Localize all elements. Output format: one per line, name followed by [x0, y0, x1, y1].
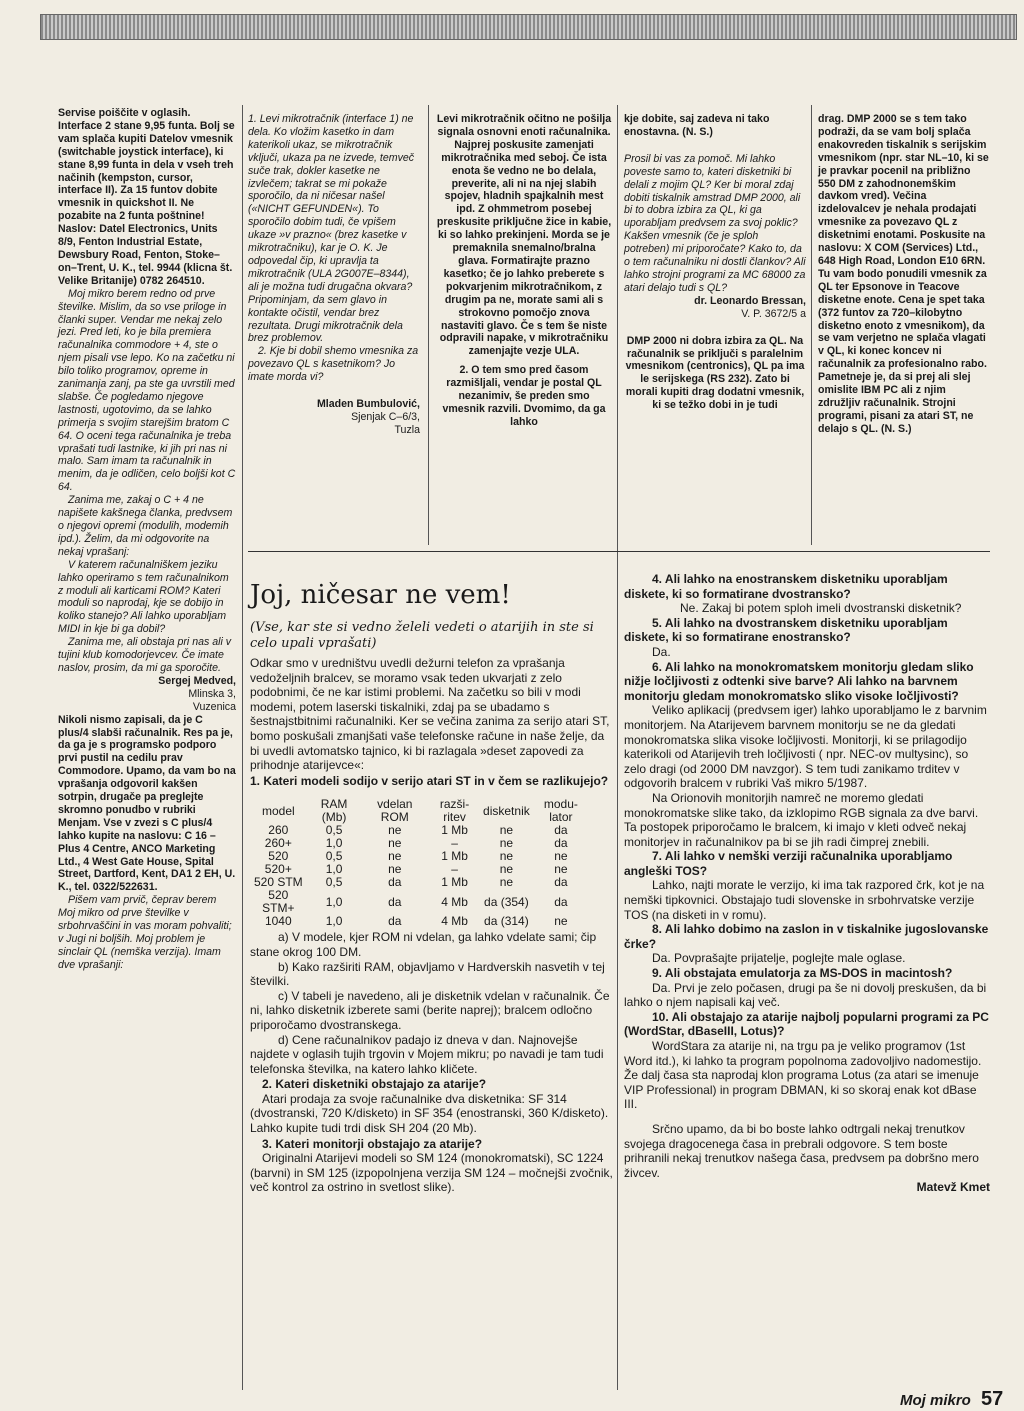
table-cell: 1,0 — [325, 862, 343, 877]
table-cell: ne — [499, 823, 514, 838]
table-cell: 0,5 — [325, 875, 343, 890]
column-6 — [624, 572, 990, 1195]
table-cell: ne — [388, 823, 402, 838]
column-5 — [818, 113, 990, 436]
text-block: kje dobite, saj zadeva ni tako enostavna. (N. S.) — [624, 113, 770, 138]
question: 7. Ali lahko v nemški verziji računalnika uporabljamo angleški TOS? — [624, 849, 953, 878]
table-cell: 1,0 — [325, 914, 343, 929]
text-block: Zanima me, zakaj o C + 4 ne napišete kakšnega članka, predvsem o njegovi opremi (modulih, modemih ipd.). Želim, da mi odgovorite na nekaj vprašanj: — [58, 494, 233, 558]
table-cell: 1,0 — [325, 894, 343, 909]
text-block: Da. — [652, 644, 671, 659]
signature-name: dr. Leonardo Bressan, — [694, 294, 806, 307]
table-cell: ne — [554, 849, 568, 864]
column-divider — [428, 105, 429, 545]
table-cell: da (314) — [484, 914, 529, 929]
text-block: Ne. Zakaj bi potem sploh imeli dvostranski disketnik? — [680, 601, 962, 616]
question: 6. Ali lahko na monokromatskem monitorju gledam sliko nižje ločljivosti z odtenki sive barve? Ali lahko na barvnem monitorju gledam monokromatsko sliko visoke ločljivosti? — [624, 659, 974, 703]
table-header-cell: vdelan ROM — [377, 797, 413, 825]
text-block: Atari prodaja za svoje računalnike dva disketnika: SF 314 (dvostranski, 720 K/disketo) in SF 354 (enostranski, 360 K/disketo). Lahko kupite tudi trdi disk SH 204 (20 Mb). — [250, 1091, 609, 1136]
text-block: Nikoli nismo zapisali, da je C plus/4 slabši računalnik. Res pa je, da ga je s programsko podporo prvi pustil na cedilu prav Commodore. Upamo, da vam bo na vprašanja odgovoril kakšen sotrpin, drugače pa preglejte skromno ponudbo v rubriki Menjam. Vse v zvezi s C plus/4 lahko kupite na naslovu: C 16 – Plus 4 Centre, ANCO Marketing Ltd., 4 West Gate House, Spital Street, Dartford, Kent, DA1 2 EH, U. K., tel. 0322/522631. — [58, 713, 236, 894]
article-lead: (Vse, kar ste si vedno želeli vedeti o atarijih in ste si celo upali vprašati) — [250, 620, 594, 651]
models-table — [250, 798, 590, 928]
text-block: Levi mikrotračnik očitno ne pošilja signala osnovni enoti računalnika. Najprej poskusite zamenjati mikrotračnika med seboj. Če ista enota še vedno ne bo delala, preverite, ali ni na njej slabih spojev, hladnih spajkalnih mest ipd. Z ohmmetrom posebej preskusite priključne žice in kabie, ki so lahko prekinjeni. Morda se je premaknila snemalno/bralna glava. Formatirajte prazno kasetko; če jo lahko preberete s pokvarjenim mikrotračnikom, z drugim pa ne, morate sami ali s strokovno pomočjo znova nastaviti glavo. Če s tem še niste odpravili napake, v mikrotračniku zamenjajte vezje ULA. — [436, 113, 612, 358]
table-cell: 260+ — [264, 836, 292, 851]
table-cell: ne — [499, 836, 514, 851]
table-cell: ne — [499, 862, 514, 877]
table-row — [250, 889, 590, 915]
magazine-name: Moj mikro — [900, 1392, 971, 1409]
question: 10. Ali obstajajo za atarije najbolj popularni programi za PC (WordStar, dBaseIII, Lotus)? — [624, 1009, 989, 1039]
table-cell: 520+ — [264, 862, 292, 877]
table-cell: da — [554, 875, 568, 890]
article-title: Joj, ničesar ne vem! — [250, 580, 511, 610]
text-block: Prosil bi vas za pomoč. Mi lahko poveste samo to, kateri disketniki bi delali z mojim QL? Ker bi moral zdaj dobiti tiskalnik amstrad DMP 2000, ali bi to dobra izbira za QL, ki ga uporabljam predvsem za svoj poklic? Kakšen vmesnik (če je sploh potreben) mi priporočate? Kako to, da o tem računalniku ni dostli člankov? Ali lahko strojni programi za MC 68000 za atari delajo tudi s QL? — [624, 152, 806, 294]
header-bar — [40, 14, 1017, 40]
table-cell: 1 Mb — [441, 875, 468, 890]
table-cell: da — [388, 875, 402, 890]
signature-name: Mladen Bumbulović, — [316, 398, 420, 411]
signature-address: V. P. 3672/5 a — [741, 307, 806, 320]
text-block: 2. Kje bi dobil shemo vmesnika za povezavo QL s kasetnikom? Jo imate morda vi? — [248, 345, 419, 384]
table-row — [250, 824, 590, 837]
signature-address: Vuzenica — [192, 700, 236, 713]
question: 3. Kateri monitorji obstajajo za atarije? — [262, 1136, 483, 1151]
table-cell: da — [554, 894, 568, 909]
column-divider — [811, 105, 812, 545]
text-block: DMP 2000 ni dobra izbira za QL. Na računalnik se priključi s paralelnim vmesnikom (centronics), QL pa ima le serijskega (RS 232). Zato bi morali kupiti drag dodatni vmesnik, ki se težko dobi in je tudi — [625, 334, 805, 412]
table-body — [250, 824, 590, 928]
text-block: 1. Levi mikrotračnik (interface 1) ne dela. Ko vložim kasetko in dam katerikoli ukaz, se mikrotračnik vključi, ukaza pa ne izvede, temveč suče trak, dokler kasetke ne izvlečem; takrat se mi pokaže sporočilo, da ni ničesar našel («NICHT GEFUNDEN«). To sporočilo dobim tudi, če vpišem ukaze »v prazno« (brez kasetke v mikrotračniku), kar je O. K. Je odpovedal čip, ki upravlja ta mikrotračnik (ULA 2G007E–8344), ali je možna tudi drugačna okvara? Pripominjam, da sem glavo in kontakte očistil, vendar brez rezultata. Drugi mikrotračnik dela brez problemov. — [248, 113, 415, 345]
table-cell: 260 — [268, 823, 289, 838]
table-cell: 0,5 — [325, 849, 343, 864]
table-cell: – — [451, 836, 458, 851]
text-block: WordStara za atarije ni, na trgu pa je veliko programov (1st Word itd.), ki lahko ta program popolnoma zadovoljivo nadomestijo. Že dalj časa sta naprodaj klon programa Lotus (za atari se imenuje VIP Professional) in program DBMAN, ki so skoraj enak kot dBase III. — [624, 1039, 982, 1112]
text-block: b) Kako razširiti RAM, objavljamo v Hardverskih nasvetih v tej številki. — [250, 959, 605, 989]
table-cell: ne — [499, 849, 514, 864]
table-header-cell: modu-lator — [543, 797, 578, 825]
table-header-cell: razši-ritev — [439, 797, 470, 825]
table-cell: 1040 — [264, 914, 292, 929]
table-cell: 520 — [268, 849, 289, 864]
article — [250, 572, 616, 1195]
table-cell: 1 Mb — [441, 849, 468, 864]
table-cell: 520 STM+ — [262, 888, 295, 916]
page-footer — [900, 1388, 1003, 1411]
text-block: c) V tabeli je navedeno, ali je disketnik vdelan v računalnik. Če ni, lahko disketnik izberete sami (berite naprej); bralcem odločno priporočamo dvostranskega. — [250, 988, 610, 1032]
table-cell: ne — [499, 875, 514, 890]
text-block: d) Cene računalnikov padajo iz dneva v dan. Najnovejše najdete v oglasih tujih trgovin v Mojem mikru; po navadi je tam tudi telefonska številka, na katero lahko kličete. — [250, 1032, 604, 1076]
signature-address: Tuzla — [394, 423, 420, 436]
table-cell: ne — [554, 914, 568, 929]
text-block: 2. O tem smo pred časom razmišljali, vendar je postal QL nezanimiv, še preden smo vmesnik razvili. Dvomimo, da ga lahko — [442, 364, 606, 428]
table-row — [250, 837, 590, 850]
column-divider — [242, 105, 243, 1390]
text-block: Pišem vam prvič, čeprav berem Moj mikro od prve številke v srbohrvaščini in vas moram pohvaliti; v Jugi ni boljših. Moj problem je sinclair QL (nemška verzija). Imam dve vprašanji: — [58, 894, 232, 971]
text-block: drag. DMP 2000 se s tem tako podraži, da se vam bolj splača enakovreden tiskalnik s serijskim vmesnikom (npr. star NL–10, ki se je pravkar pocenil na približno 550 DM z zahodnonemškim davkom vred). Večina izdelovalcev je nehala prodajati vmesnike za povezavo QL z disketnimi enotami. Poskusite na naslovu: X COM (Services) Ltd., 648 High Road, London E10 6RN. Tu vam bodo ponudili vmesnik za QL ter Epsonove in Teacove disketne enote. Cena je spet taka (372 funtov za 720–kilobytno disketno enoto z vmesnikom), da se vam verjetno ne splača vlagati v QL, ki konec koncev ni računalnik za profesionalno rabo. Pametneje je, da si prej ali slej omislite IBM PC ali z njim združljiv računalnik. Strojni programi, pisani za atari ST, ne delajo s QL. (N. S.) — [818, 113, 989, 435]
table-row — [250, 850, 590, 863]
table-cell: – — [451, 862, 458, 877]
text-block: Servise poiščite v oglasih. Interface 2 stane 9,95 funta. Bolj se vam splača kupiti Datelov vmesnik (switchable joystick interface), ki stane 8,99 funta in dela v vseh treh načinih (kempston, cursor, interface II). Za 15 funtov dobite vmesnik in quickshot II. Ne pozabite na 2 funta poštnine! Naslov: Datel Electronics, Units 8/9, Fenton Industrial Estate, Dewsbury Road, Fenton, Stoke–on–Trent, U. K., tel. 9944 (klicna št. Velike Britanije) 0782 264510. — [58, 107, 235, 287]
table-cell: 1,0 — [325, 836, 343, 851]
question: 9. Ali obstajata emulatorja za MS-DOS in macintosh? — [652, 966, 953, 981]
table-cell: da (354) — [484, 894, 529, 909]
question: 1. Kateri modeli sodijo v serijo atari ST in v čem se razlikujejo? — [250, 773, 609, 788]
text-block: Srčno upamo, da bi bo boste lahko odtrgali nekaj trenutkov svojega dragocenega časa in prebrali odgovore. S tem boste prihranili nekaj trenutkov našega časa, predvsem pa dobršno mero živcev. — [624, 1121, 979, 1180]
section-divider — [248, 551, 990, 552]
table-cell: 0,5 — [325, 823, 343, 838]
column-2 — [248, 113, 420, 437]
table-cell: da — [388, 894, 402, 909]
question: 2. Kateri disketniki obstajajo za atarije? — [262, 1077, 487, 1092]
text-block: V katerem računalniškem jeziku lahko operiramo s tem računalnikom z moduli ali karticami ROM? Kateri moduli so naprodaj, kje se dobijo in koliko stanejo? Ali lahko uporabljam MIDI in kje bi ga dobil? — [58, 558, 229, 636]
table-cell: 4 Mb — [441, 894, 468, 909]
table-cell: da — [554, 823, 568, 838]
text-block: Lahko, najti morate le verzijo, ki ima tak razpored črk, kot je na nemški tipkovnici. Obstajajo tudi slovenske in srbohrvatske verzije TOS (na disketi in v romu). — [624, 878, 985, 922]
table-header-cell: RAM (Mb) — [320, 797, 348, 825]
column-4 — [624, 113, 806, 412]
text-block: Da. Povprašajte prijatelje, poglejte male oglase. — [652, 951, 906, 966]
text-block: Moj mikro berem redno od prve številke. Mislim, da so vse priloge in članki super. Vendar me nekaj zelo jezi. Pred leti, ko je bila premiera računalnika commodore + 4, ste o njem pisali vse lepo. Ko na začetku ni bilo toliko programov, opreme in zanimanja zanj, pa ste ga uvrstili med slabše. Če pogledamo njegove lastnosti, ugotovimo, da se lahko primerja s svojim starejšim bratom C 64. O oceni tega računalnika je treba vprašati tudi lastnike, ki jih pri nas ni malo. Sam imam ta računalnik in menim, da je odličen, celo boljši kot C 64. — [58, 287, 236, 494]
table-cell: ne — [388, 836, 402, 851]
column-3 — [436, 113, 612, 429]
table-cell: 4 Mb — [441, 914, 468, 929]
table-cell: 1 Mb — [441, 823, 468, 838]
text-block: a) V modele, kjer ROM ni vdelan, ga lahko vdelate sami; čip stane okrog 100 DM. — [250, 930, 597, 959]
signature-address: Mlinska 3, — [188, 687, 236, 700]
table-cell: ne — [388, 862, 402, 877]
table-cell: da — [554, 836, 568, 851]
table-header-cell: model — [261, 803, 295, 818]
signature-address: Sjenjak C–6/3, — [351, 410, 420, 423]
question: 5. Ali lahko na dvostranskem disketniku uporabljam diskete, ki so formatirane enostransko? — [624, 615, 948, 645]
table-header-row — [250, 798, 590, 824]
table-cell: ne — [388, 849, 402, 864]
table-row — [250, 915, 590, 928]
question: 4. Ali lahko na enostranskem disketniku uporabljam diskete, ki so formatirane dvostransko? — [624, 572, 948, 601]
table-row — [250, 876, 590, 889]
column-1 — [58, 107, 236, 972]
page-number: 57 — [981, 1388, 1004, 1410]
signature-name: Sergej Medved, — [158, 674, 236, 687]
text-block: Originalni Atarijevi modeli so SM 124 (monokromatski), SC 1224 (barvni) in SM 125 (izpopolnjena verzija SM 124 – močnejši zvočnik, več kontrol za ostrino in svetlost slike). — [250, 1151, 613, 1195]
table-cell: da — [388, 914, 402, 929]
text-block: Na Orionovih monitorjih namreč ne moremo gledati monokromatske slike tako, da izklopimo RGB signala za dve barvi. Ta postopek priporočamo le bralcem, ki imajo v kleti odveč nekaj monitorjev in računalnikov pa bi se jih radi čimprej znebili. — [624, 790, 979, 849]
question: 8. Ali lahko dobimo na zaslon in v tiskalnike jugoslovanske črke? — [624, 922, 989, 951]
text-block: Veliko aplikacij (predvsem iger) lahko uporabljamo le z barvnim monitorjem. Na Atarijevem barvnem monitorju se ne da gledati monokromatska slika visoke ločljivosti. Monitorji, ki se prilagodijo katerikoli od Atarijevih treh ločljivosti ( npr. NEC-ov multysinc), so zelo dragi (od 2000 DM navzgor). S tem tudi zanikamo trditev v odgovorih bralcem v rubriki Vaš mikro 5/1987. — [624, 703, 987, 791]
text-block: Odkar smo v uredništvu uvedli dežurni telefon za vprašanja vedoželjnih bralcev, se moramo vsak teden ukvarjati z zelo podobnimi, če ne kar istimi problemi. Na začetku so bili v modi modemi, potem laserski tiskalniki, zdaj pa se ubadamo s šestnajstbitnimi računalniki. Ker se večina zanima za serijo atari ST, bomo poskušali zmanjšati vaše telefonske račune in naše želje, da bi uvedli avtomatsko tajnico, ki bi razlagala »deset zapovedi za prihodnje atarijevce«: — [250, 656, 610, 773]
text-block: Zanima me, ali obstaja pri nas ali v tujini klub komodorjevcev. Če imate naslov, prosim, da mi ga sporočite. — [58, 636, 232, 674]
author-name: Matevž Kmet — [916, 1180, 990, 1195]
table-cell: 520 STM — [253, 875, 303, 890]
table-header-cell: disketnik — [483, 803, 530, 818]
table-cell: ne — [554, 862, 568, 877]
text-block: Da. Prvi je zelo počasen, drugi pa še ni dovolj preskušen, da bi lahko o njem napisali kaj več. — [624, 980, 987, 1010]
column-divider — [617, 105, 618, 1390]
